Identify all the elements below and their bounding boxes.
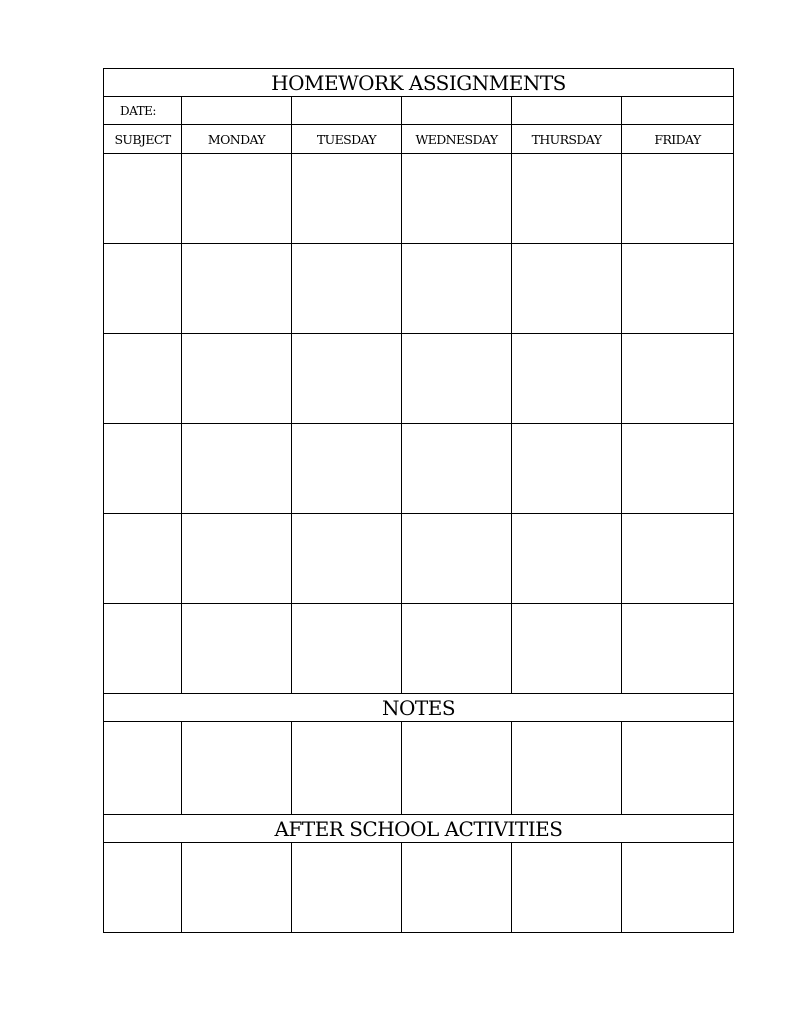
- assignment-cell[interactable]: [292, 604, 402, 694]
- assignment-cell[interactable]: [512, 244, 622, 334]
- homework-planner-table: [103, 68, 734, 933]
- assignment-cell[interactable]: [292, 514, 402, 604]
- activity-cell[interactable]: [182, 843, 292, 933]
- activity-cell[interactable]: [402, 843, 512, 933]
- notes-cell[interactable]: [512, 722, 622, 815]
- assignment-row: [104, 424, 734, 514]
- assignment-row: [104, 334, 734, 424]
- assignment-cell[interactable]: [622, 424, 734, 514]
- assignment-cell[interactable]: [402, 604, 512, 694]
- assignment-cell[interactable]: [292, 244, 402, 334]
- column-header-thursday: THURSDAY: [512, 125, 622, 154]
- assignment-cell[interactable]: [622, 334, 734, 424]
- notes-cell[interactable]: [402, 722, 512, 815]
- activity-cell[interactable]: [104, 843, 182, 933]
- date-label: DATE:: [104, 97, 182, 125]
- assignment-cell[interactable]: [182, 154, 292, 244]
- activity-cell[interactable]: [622, 843, 734, 933]
- assignment-cell[interactable]: [402, 334, 512, 424]
- assignment-cell[interactable]: [512, 424, 622, 514]
- assignment-cell[interactable]: [182, 604, 292, 694]
- assignment-cell[interactable]: [402, 424, 512, 514]
- column-header-subject: SUBJECT: [104, 125, 182, 154]
- date-cell-wednesday[interactable]: [402, 97, 512, 125]
- subject-cell[interactable]: [104, 244, 182, 334]
- assignment-cell[interactable]: [182, 244, 292, 334]
- assignment-cell[interactable]: [182, 334, 292, 424]
- assignment-cell[interactable]: [402, 244, 512, 334]
- column-header-wednesday: WEDNESDAY: [402, 125, 512, 154]
- after-school-row: [104, 843, 734, 933]
- assignment-cell[interactable]: [182, 514, 292, 604]
- assignment-cell[interactable]: [512, 514, 622, 604]
- assignment-cell[interactable]: [512, 604, 622, 694]
- date-cell-tuesday[interactable]: [292, 97, 402, 125]
- date-cell-friday[interactable]: [622, 97, 734, 125]
- column-header-tuesday: TUESDAY: [292, 125, 402, 154]
- activity-cell[interactable]: [292, 843, 402, 933]
- date-cell-monday[interactable]: [182, 97, 292, 125]
- subject-cell[interactable]: [104, 334, 182, 424]
- notes-cell[interactable]: [292, 722, 402, 815]
- subject-cell[interactable]: [104, 514, 182, 604]
- assignment-cell[interactable]: [182, 424, 292, 514]
- notes-row: [104, 722, 734, 815]
- notes-cell[interactable]: [182, 722, 292, 815]
- assignment-cell[interactable]: [292, 424, 402, 514]
- assignment-cell[interactable]: [512, 334, 622, 424]
- assignment-cell[interactable]: [292, 154, 402, 244]
- date-cell-thursday[interactable]: [512, 97, 622, 125]
- assignment-row: [104, 514, 734, 604]
- column-header-friday: FRIDAY: [622, 125, 734, 154]
- subject-cell[interactable]: [104, 154, 182, 244]
- assignment-cell[interactable]: [402, 514, 512, 604]
- subject-cell[interactable]: [104, 604, 182, 694]
- activity-cell[interactable]: [512, 843, 622, 933]
- page-title: HOMEWORK ASSIGNMENTS: [104, 69, 734, 97]
- subject-cell[interactable]: [104, 424, 182, 514]
- assignment-cell[interactable]: [402, 154, 512, 244]
- assignment-row: [104, 604, 734, 694]
- assignment-cell[interactable]: [622, 244, 734, 334]
- after-school-heading: AFTER SCHOOL ACTIVITIES: [104, 815, 734, 843]
- assignment-cell[interactable]: [622, 514, 734, 604]
- assignment-row: [104, 154, 734, 244]
- assignment-row: [104, 244, 734, 334]
- assignment-cell[interactable]: [512, 154, 622, 244]
- notes-cell[interactable]: [622, 722, 734, 815]
- assignment-cell[interactable]: [292, 334, 402, 424]
- notes-heading: NOTES: [104, 694, 734, 722]
- notes-cell[interactable]: [104, 722, 182, 815]
- assignment-cell[interactable]: [622, 154, 734, 244]
- column-header-monday: MONDAY: [182, 125, 292, 154]
- assignment-cell[interactable]: [622, 604, 734, 694]
